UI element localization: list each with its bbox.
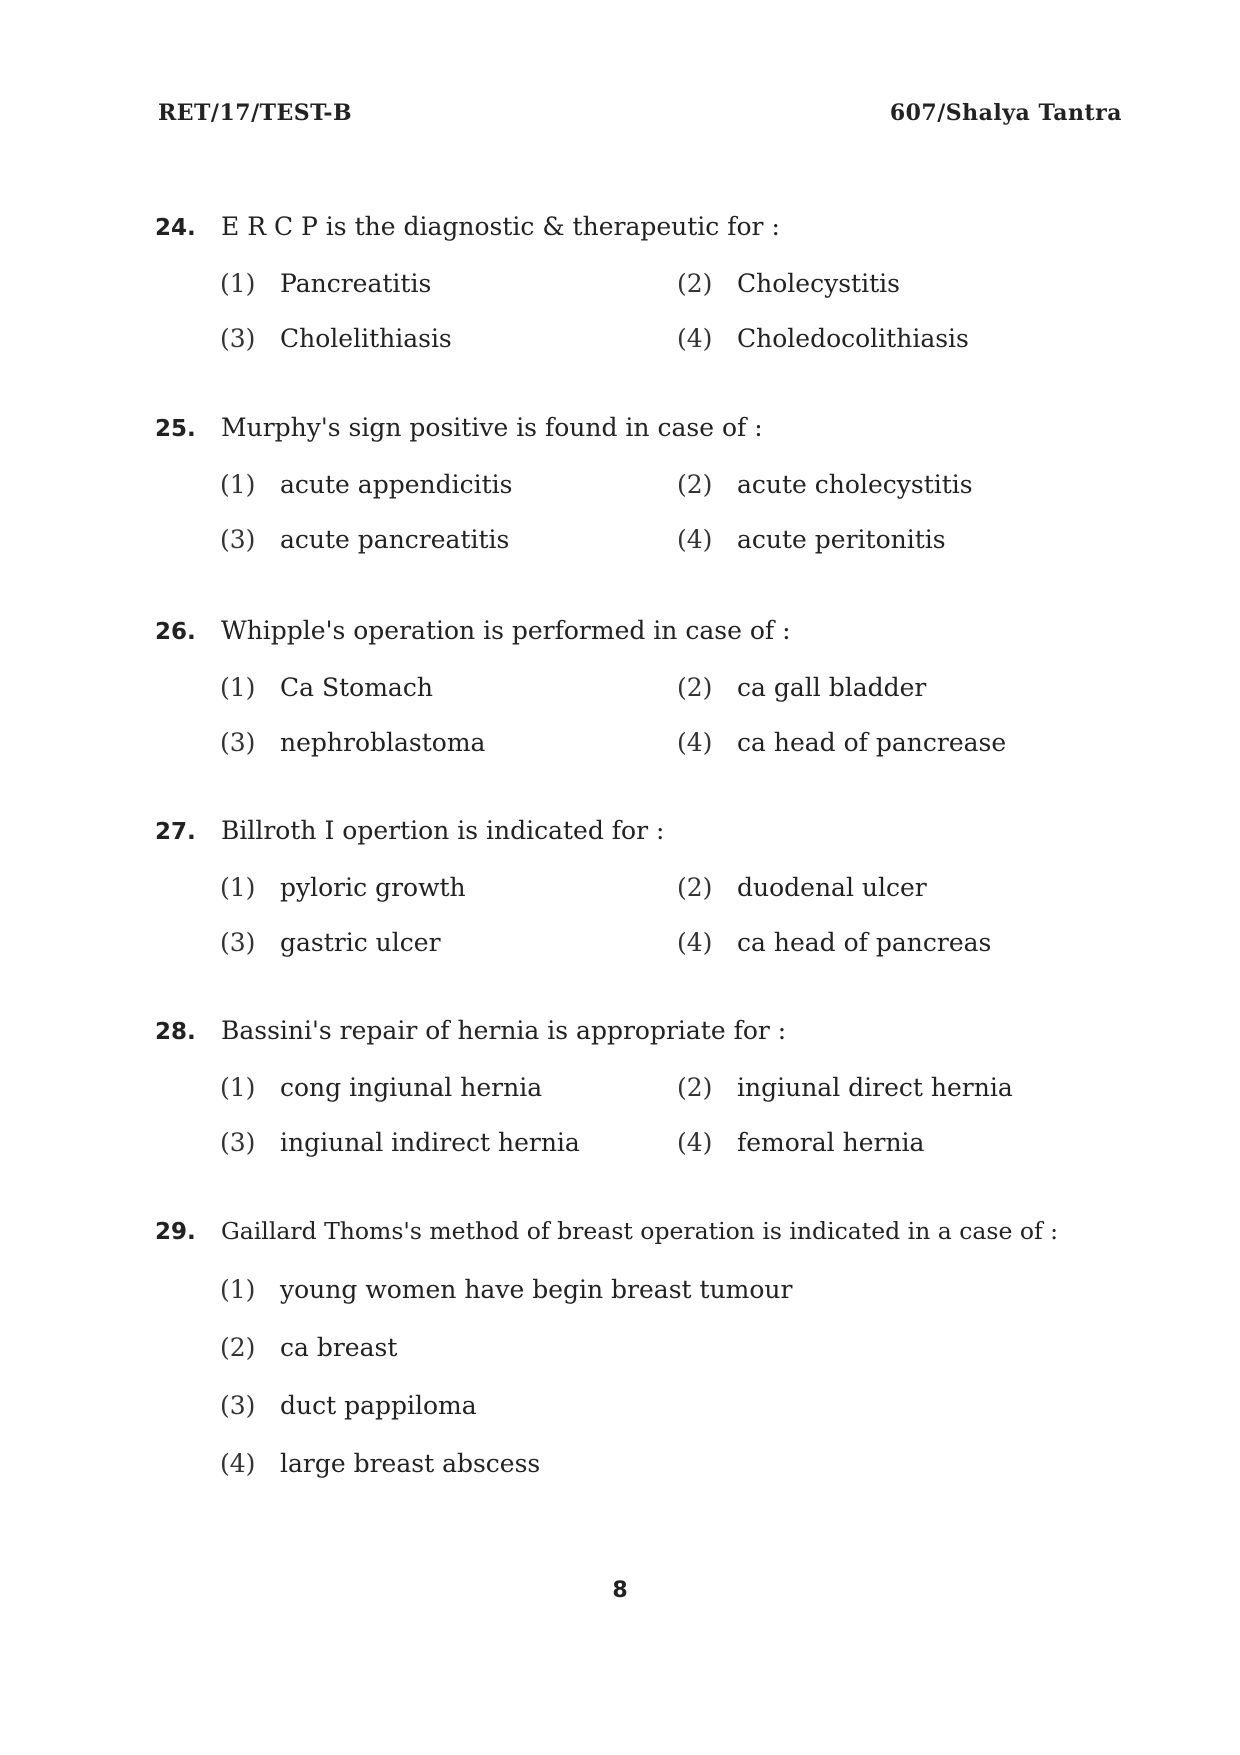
- option-number: (1): [220, 470, 256, 499]
- option-1: [220, 673, 433, 703]
- option-number: (3): [220, 1128, 256, 1157]
- page-number: 8: [612, 1578, 628, 1603]
- option-text: ca head of pancrease: [737, 728, 1007, 757]
- option-2: [677, 873, 927, 903]
- option-1: [220, 269, 431, 299]
- option-4: [677, 525, 946, 555]
- question-25: [155, 413, 1155, 556]
- option-text: young women have begin breast tumour: [280, 1275, 793, 1304]
- option-3: [220, 1128, 580, 1158]
- question-stem: [155, 413, 1155, 444]
- option-number: (3): [220, 324, 256, 353]
- option-number: (1): [220, 673, 256, 702]
- question-text: E R C P is the diagnostic & therapeutic for :: [221, 212, 780, 241]
- option-1: [220, 470, 512, 500]
- options: [155, 243, 1155, 355]
- option-text: ca gall bladder: [737, 673, 927, 702]
- options: [155, 847, 1155, 959]
- option-number: (2): [677, 470, 713, 499]
- question-number: 27.: [155, 819, 196, 845]
- option-text: large breast abscess: [280, 1449, 541, 1478]
- option-number: (1): [220, 873, 256, 902]
- option-number: (2): [677, 269, 713, 298]
- question-number: 24.: [155, 215, 196, 241]
- question-text: Murphy's sign positive is found in case of :: [221, 413, 763, 442]
- options: [155, 1275, 1155, 1479]
- option-number: (4): [677, 928, 713, 957]
- option-2: [677, 673, 926, 703]
- option-3: [220, 324, 452, 354]
- option-4: [677, 728, 1006, 758]
- option-4: [220, 1449, 1220, 1479]
- question-24: [155, 212, 1155, 355]
- option-2: [677, 470, 973, 500]
- option-text: Cholelithiasis: [280, 324, 452, 353]
- option-number: (2): [677, 873, 713, 902]
- question-stem: [155, 212, 1155, 243]
- option-2: [677, 269, 900, 299]
- option-number: (3): [220, 1391, 256, 1420]
- question-28: [155, 1016, 1155, 1159]
- option-text: acute pancreatitis: [280, 525, 510, 554]
- option-text: ca breast: [280, 1333, 398, 1362]
- option-number: (1): [220, 269, 256, 298]
- question-27: [155, 816, 1155, 959]
- option-1: [220, 1275, 1220, 1305]
- option-number: (2): [677, 673, 713, 702]
- option-text: ingiunal indirect hernia: [280, 1128, 580, 1157]
- question-29: [155, 1216, 1155, 1479]
- option-text: femoral hernia: [737, 1128, 925, 1157]
- question-stem: [155, 1016, 1155, 1047]
- option-text: ca head of pancreas: [737, 928, 992, 957]
- option-text: acute cholecystitis: [737, 470, 973, 499]
- option-text: pyloric growth: [280, 873, 466, 902]
- question-number: 26.: [155, 619, 196, 645]
- option-3: [220, 728, 485, 758]
- option-1: [220, 1073, 542, 1103]
- option-number: (4): [677, 525, 713, 554]
- option-3: [220, 525, 509, 555]
- option-text: acute peritonitis: [737, 525, 946, 554]
- option-text: cong ingiunal hernia: [280, 1073, 543, 1102]
- option-number: (4): [677, 324, 713, 353]
- options: [155, 444, 1155, 556]
- option-number: (3): [220, 928, 256, 957]
- option-text: Choledocolithiasis: [737, 324, 969, 353]
- option-number: (2): [677, 1073, 713, 1102]
- question-text: Bassini's repair of hernia is appropriate for :: [221, 1016, 787, 1045]
- option-text: acute appendicitis: [280, 470, 513, 499]
- question-text: Gaillard Thoms's method of breast operation is indicated in a case of :: [221, 1217, 1059, 1245]
- exam-code: RET/17/TEST-B: [158, 100, 353, 126]
- options: [155, 1047, 1155, 1159]
- question-number: 25.: [155, 416, 196, 442]
- option-number: (3): [220, 525, 256, 554]
- option-2: [677, 1073, 1013, 1103]
- question-number: 28.: [155, 1019, 196, 1045]
- option-number: (1): [220, 1275, 256, 1304]
- options: [155, 647, 1155, 759]
- option-text: Ca Stomach: [280, 673, 433, 702]
- question-26: [155, 616, 1155, 759]
- option-text: Cholecystitis: [737, 269, 900, 298]
- option-text: duodenal ulcer: [737, 873, 927, 902]
- option-text: Pancreatitis: [280, 269, 432, 298]
- option-2: [220, 1333, 1220, 1363]
- option-number: (4): [220, 1449, 256, 1478]
- option-3: [220, 1391, 1220, 1421]
- option-text: nephroblastoma: [280, 728, 486, 757]
- question-stem: [155, 816, 1155, 847]
- question-number: 29.: [155, 1219, 196, 1245]
- option-text: gastric ulcer: [280, 928, 441, 957]
- option-number: (2): [220, 1333, 256, 1362]
- option-4: [677, 1128, 924, 1158]
- option-4: [677, 324, 969, 354]
- question-stem: [155, 616, 1155, 647]
- question-text: Billroth I opertion is indicated for :: [221, 816, 665, 845]
- question-text: Whipple's operation is performed in case of :: [221, 616, 791, 645]
- option-text: duct pappiloma: [280, 1391, 477, 1420]
- option-1: [220, 873, 466, 903]
- subject-title: 607/Shalya Tantra: [889, 100, 1122, 126]
- option-4: [677, 928, 991, 958]
- option-number: (4): [677, 1128, 713, 1157]
- option-number: (4): [677, 728, 713, 757]
- option-text: ingiunal direct hernia: [737, 1073, 1013, 1102]
- option-number: (3): [220, 728, 256, 757]
- option-3: [220, 928, 441, 958]
- question-stem: [155, 1216, 1155, 1247]
- option-number: (1): [220, 1073, 256, 1102]
